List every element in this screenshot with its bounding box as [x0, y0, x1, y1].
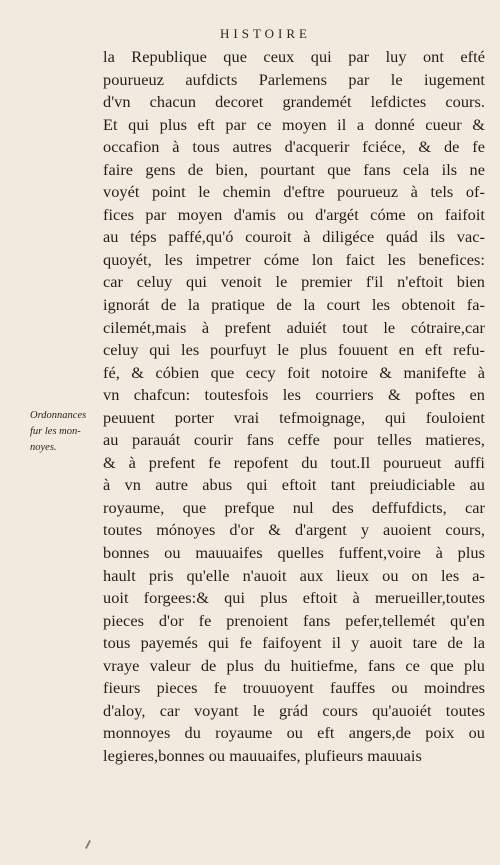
text-line: vn chafcun: toutesfois les courriers & poftes en [103, 385, 485, 405]
text-line: car celuy qui venoit le premier f'il n'eftoit bien [103, 272, 485, 292]
text-line: fé, & cóbien que cecy foit notoire & manifefte à [103, 362, 485, 382]
text-line: tous payemés qui fe faifoyent il y auoit tare de la [103, 633, 485, 653]
text-line: uoit forgees:& qui plus eftoit à merueiller,toutes [103, 588, 485, 608]
text-line: voyét point le chemin d'eftre pourueuz à tels of- [103, 182, 485, 202]
text-line: peuuent porter vrai tefmoignage, qui fouloient [103, 407, 485, 427]
text-line: & à prefent fe repofent du tout.Il pourueut auffi [103, 452, 485, 472]
running-header: HISTOIRE [220, 26, 311, 41]
text-line: Et qui plus eft par ce moyen il a donné cueur & [103, 114, 485, 134]
text-line: ignorát de la pratique de la court les obtenoit fa- [103, 295, 485, 315]
margin-note-line: Ordonnances [30, 410, 87, 421]
text-line: occafion à tous autres d'acquerir fciéce, & de fe [103, 137, 485, 157]
text-line: la Republique que ceux qui par luy ont efté [103, 47, 485, 66]
text-line: pourueuz aufdicts Parlemens par le iugement [103, 69, 485, 89]
text-line: celuy qui les pourfuyt le plus fouuent en eft refu- [103, 340, 485, 360]
text-line: quoyét, les impetrer cóme lon faict les benefices: [103, 249, 485, 269]
margin-note-line: fur les mon- [30, 426, 81, 437]
text-line: toutes mónoyes d'or & d'argent y auoient cours, [103, 520, 485, 540]
text-line: vraye valeur de plus du huitiefme, fans ce que plu [103, 655, 485, 675]
main-text-block [103, 46, 485, 768]
text-line: à vn autre abus qui eftoit tant preiudiciable au [103, 475, 485, 495]
text-line: faire gens de bien, pourtant que fans cela ils ne [103, 159, 485, 179]
text-line: fieurs pieces fe trouuoyent fauffes ou moindres [103, 678, 485, 698]
text-line: fices par moyen d'amis ou d'argét cóme on faifoit [103, 204, 485, 224]
text-line: au téps paffé,qu'ó couroit à diligéce quád ils vac- [103, 227, 485, 247]
text-line: monnoyes du royaume ou eft angers,de poix ou [103, 723, 485, 743]
marginal-note [30, 408, 110, 456]
text-line: d'aloy, car voyant le grád cours qu'auoiét toutes [103, 700, 485, 720]
ink-speck [85, 840, 91, 849]
margin-note-line: noyes. [30, 442, 57, 453]
text-line: bonnes ou mauuaifes quelles fuffent,voire à plus [103, 543, 485, 563]
text-line: pieces d'or fe prenoient fans pefer,tellemét qu'en [103, 610, 485, 630]
text-line: royaume, que prefque nul des deffufdicts, car [103, 497, 485, 517]
text-line: legieres,bonnes ou mauuaifes, plufieurs mauuais [103, 745, 422, 765]
text-line: cilemét,mais à prefent aduiét tout le cótraire,car [103, 317, 485, 337]
text-line: au parauát courir fans ceffe pour telles matieres, [103, 430, 485, 450]
text-line: d'vn chacun decoret grandemét lefdictes cours. [103, 92, 485, 112]
text-line: hault pris qu'elle n'auoit aux lieux ou on les a- [103, 565, 485, 585]
